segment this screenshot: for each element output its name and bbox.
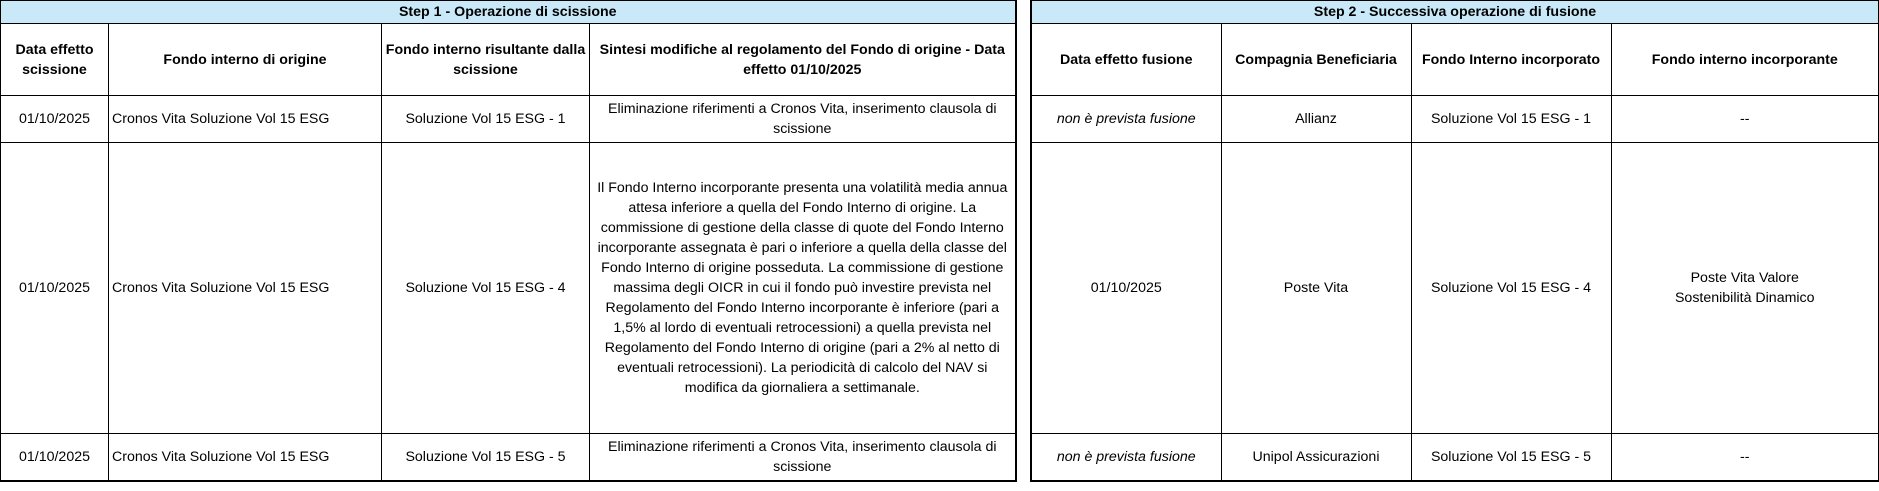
table-row <box>1 434 1016 481</box>
cell-date: 01/10/2025 <box>1 143 109 434</box>
cell-absorbing: -- <box>1611 96 1879 143</box>
table-row <box>1031 434 1879 481</box>
header-fondo-risultante: Fondo interno risultante dalla scissione <box>382 24 590 96</box>
header-fondo-origine: Fondo interno di origine <box>109 24 382 96</box>
step2-table <box>1030 0 1879 482</box>
table-row <box>1031 143 1879 434</box>
header-compagnia: Compagnia Beneficiaria <box>1221 24 1411 96</box>
cell-summary: Il Fondo Interno incorporante presenta una volatilità media annua attesa inferiore a quella del Fondo Interno di origine. La commissione di gestione della classe di quote del Fondo Interno incorporante assegnata è pari o inferiore a quella della classe del Fondo Interno di origine posseduta. La commissione di gestione massima degli OICR in cui il fondo può investire prevista nel Regolamento del Fondo Interno incorporante è inferiore (pari a 1,5% al lordo di eventuali retrocessioni) a quella prevista nel Regolamento del Fondo Interno di origine (pari a 2% al netto di eventuali retrocessioni). La periodicità di calcolo del NAV si modifica da giornaliera a settimanale. <box>590 143 1016 434</box>
cell-origin: Cronos Vita Soluzione Vol 15 ESG <box>109 143 382 434</box>
table-row <box>1 143 1016 434</box>
cell-result: Soluzione Vol 15 ESG - 1 <box>382 96 590 143</box>
step2-title: Step 2 - Successiva operazione di fusione <box>1031 1 1879 24</box>
step1-title: Step 1 - Operazione di scissione <box>1 1 1016 24</box>
cell-absorbing: -- <box>1611 434 1879 481</box>
cell-origin: Cronos Vita Soluzione Vol 15 ESG <box>109 96 382 143</box>
header-date-scissione: Data effetto scissione <box>1 24 109 96</box>
header-fondo-incorporato: Fondo Interno incorporato <box>1411 24 1611 96</box>
header-fondo-incorporante: Fondo interno incorporante <box>1611 24 1879 96</box>
cell-date: 01/10/2025 <box>1031 143 1221 434</box>
cell-summary: Eliminazione riferimenti a Cronos Vita, inserimento clausola di scissione <box>590 96 1016 143</box>
header-data-fusione: Data effetto fusione <box>1031 24 1221 96</box>
cell-company: Unipol Assicurazioni <box>1221 434 1411 481</box>
cell-absorbing: Poste Vita Valore Sostenibilità Dinamico <box>1611 143 1879 434</box>
cell-date: non è prevista fusione <box>1031 96 1221 143</box>
header-sintesi-modifiche: Sintesi modifiche al regolamento del Fondo di origine - Data effetto 01/10/2025 <box>590 24 1016 96</box>
cell-company: Allianz <box>1221 96 1411 143</box>
table-row <box>1 96 1016 143</box>
cell-date: 01/10/2025 <box>1 434 109 481</box>
cell-absorbed: Soluzione Vol 15 ESG - 1 <box>1411 96 1611 143</box>
cell-summary: Eliminazione riferimenti a Cronos Vita, inserimento clausola di scissione <box>590 434 1016 481</box>
cell-absorbed: Soluzione Vol 15 ESG - 4 <box>1411 143 1611 434</box>
cell-result: Soluzione Vol 15 ESG - 4 <box>382 143 590 434</box>
cell-absorbed: Soluzione Vol 15 ESG - 5 <box>1411 434 1611 481</box>
cell-origin: Cronos Vita Soluzione Vol 15 ESG <box>109 434 382 481</box>
cell-date: 01/10/2025 <box>1 96 109 143</box>
cell-company: Poste Vita <box>1221 143 1411 434</box>
cell-result: Soluzione Vol 15 ESG - 5 <box>382 434 590 481</box>
cell-date: non è prevista fusione <box>1031 434 1221 481</box>
table-row <box>1031 96 1879 143</box>
